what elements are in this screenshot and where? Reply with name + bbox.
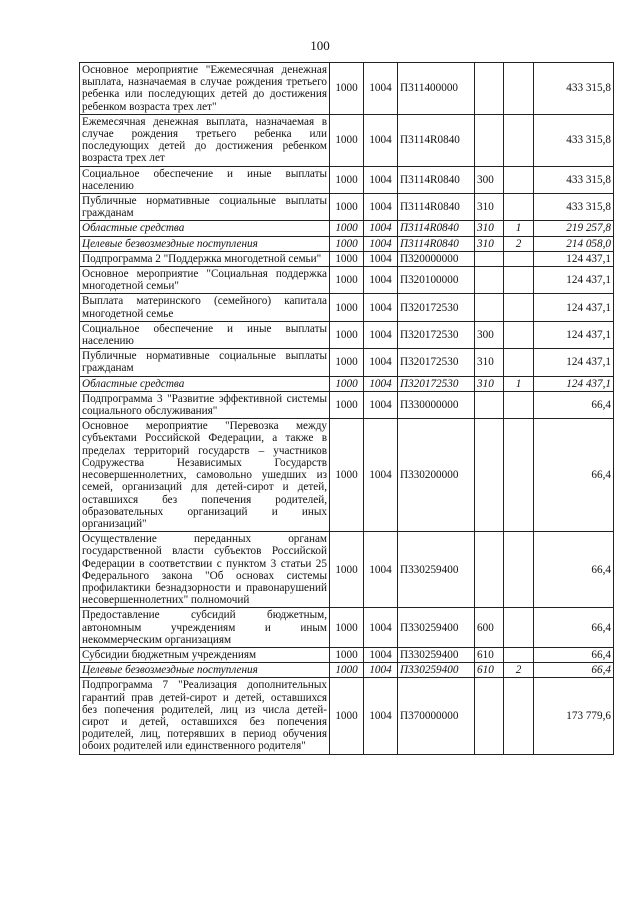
section-code-cell: 1000: [330, 532, 364, 608]
table-row: [80, 376, 614, 391]
section-code-cell: 1000: [330, 194, 364, 221]
table-row: [80, 349, 614, 376]
amount-cell: 124 437,1: [534, 251, 614, 266]
amount-cell: 66,4: [534, 391, 614, 418]
section-code-cell: 1000: [330, 267, 364, 294]
row-name-cell: Осуществление переданных органам государственной власти субъектов Российской Федерации в соответствии с пунктом 3 статьи 25 Федерального закона "Об основах системы профилактики безнадзорности и правонарушений несовершеннолетних" полномочий: [80, 532, 330, 608]
subsection-code-cell: 1004: [364, 294, 398, 321]
row-name-cell: Социальное обеспечение и иные выплаты населению: [80, 321, 330, 348]
section-code-cell: 1000: [330, 391, 364, 418]
subsection-code-cell: 1004: [364, 419, 398, 532]
target-article-code-cell: П3114R0840: [398, 114, 475, 166]
amount-cell: 173 779,6: [534, 678, 614, 754]
amount-cell: 433 315,8: [534, 166, 614, 193]
target-article-code-cell: П330259400: [398, 663, 475, 678]
funding-source-code-cell: [504, 267, 534, 294]
row-name-cell: Подпрограмма 3 "Развитие эффективной системы социального обслуживания": [80, 391, 330, 418]
row-name-cell: Ежемесячная денежная выплата, назначаемая в случае рождения третьего ребенка или последующих детей до достижения ребенком возраста трех лет: [80, 114, 330, 166]
expense-type-code-cell: [475, 419, 504, 532]
funding-source-code-cell: 2: [504, 236, 534, 251]
table-row: [80, 608, 614, 648]
section-code-cell: 1000: [330, 294, 364, 321]
row-name-cell: Предоставление субсидий бюджетным, автономным учреждениям и иным некоммерческим организациям: [80, 608, 330, 648]
funding-source-code-cell: 1: [504, 376, 534, 391]
funding-source-code-cell: [504, 166, 534, 193]
table-row: [80, 678, 614, 754]
table-row: [80, 294, 614, 321]
target-article-code-cell: П3114R0840: [398, 236, 475, 251]
subsection-code-cell: 1004: [364, 391, 398, 418]
amount-cell: 124 437,1: [534, 376, 614, 391]
target-article-code-cell: П320172530: [398, 321, 475, 348]
table-row: [80, 663, 614, 678]
funding-source-code-cell: 2: [504, 663, 534, 678]
expense-type-code-cell: [475, 391, 504, 418]
funding-source-code-cell: [504, 532, 534, 608]
amount-cell: 433 315,8: [534, 63, 614, 115]
funding-source-code-cell: [504, 678, 534, 754]
section-code-cell: 1000: [330, 608, 364, 648]
target-article-code-cell: П320172530: [398, 294, 475, 321]
amount-cell: 66,4: [534, 663, 614, 678]
funding-source-code-cell: [504, 647, 534, 662]
target-article-code-cell: П3114R0840: [398, 194, 475, 221]
expense-type-code-cell: 300: [475, 166, 504, 193]
row-name-cell: Областные средства: [80, 221, 330, 236]
row-name-cell: Публичные нормативные социальные выплаты гражданам: [80, 194, 330, 221]
subsection-code-cell: 1004: [364, 194, 398, 221]
amount-cell: 124 437,1: [534, 267, 614, 294]
subsection-code-cell: 1004: [364, 321, 398, 348]
subsection-code-cell: 1004: [364, 678, 398, 754]
target-article-code-cell: П330000000: [398, 391, 475, 418]
section-code-cell: 1000: [330, 349, 364, 376]
section-code-cell: 1000: [330, 114, 364, 166]
expense-type-code-cell: 610: [475, 647, 504, 662]
subsection-code-cell: 1004: [364, 376, 398, 391]
target-article-code-cell: П311400000: [398, 63, 475, 115]
table-row: [80, 236, 614, 251]
funding-source-code-cell: [504, 294, 534, 321]
amount-cell: 124 437,1: [534, 294, 614, 321]
target-article-code-cell: П320100000: [398, 267, 475, 294]
section-code-cell: 1000: [330, 63, 364, 115]
table-row: [80, 63, 614, 115]
budget-table: [79, 62, 614, 755]
target-article-code-cell: П370000000: [398, 678, 475, 754]
row-name-cell: Целевые безвозмездные поступления: [80, 236, 330, 251]
subsection-code-cell: 1004: [364, 236, 398, 251]
table-row: [80, 267, 614, 294]
section-code-cell: 1000: [330, 678, 364, 754]
expense-type-code-cell: 310: [475, 376, 504, 391]
row-name-cell: Областные средства: [80, 376, 330, 391]
expense-type-code-cell: 300: [475, 321, 504, 348]
expense-type-code-cell: 600: [475, 608, 504, 648]
target-article-code-cell: П330259400: [398, 532, 475, 608]
subsection-code-cell: 1004: [364, 251, 398, 266]
table-row: [80, 251, 614, 266]
table-row: [80, 114, 614, 166]
target-article-code-cell: П3114R0840: [398, 166, 475, 193]
subsection-code-cell: 1004: [364, 608, 398, 648]
subsection-code-cell: 1004: [364, 63, 398, 115]
table-row: [80, 647, 614, 662]
expense-type-code-cell: 310: [475, 236, 504, 251]
amount-cell: 66,4: [534, 419, 614, 532]
section-code-cell: 1000: [330, 221, 364, 236]
amount-cell: 124 437,1: [534, 321, 614, 348]
expense-type-code-cell: 310: [475, 221, 504, 236]
expense-type-code-cell: [475, 294, 504, 321]
funding-source-code-cell: [504, 194, 534, 221]
subsection-code-cell: 1004: [364, 267, 398, 294]
amount-cell: 433 315,8: [534, 114, 614, 166]
section-code-cell: 1000: [330, 251, 364, 266]
row-name-cell: Социальное обеспечение и иные выплаты населению: [80, 166, 330, 193]
row-name-cell: Выплата материнского (семейного) капитала многодетной семье: [80, 294, 330, 321]
row-name-cell: Целевые безвозмездные поступления: [80, 663, 330, 678]
page-number: 100: [310, 38, 330, 53]
row-name-cell: Субсидии бюджетным учреждениям: [80, 647, 330, 662]
section-code-cell: 1000: [330, 236, 364, 251]
row-name-cell: Подпрограмма 2 "Поддержка многодетной семьи": [80, 251, 330, 266]
budget-table-body: [80, 63, 614, 755]
funding-source-code-cell: [504, 321, 534, 348]
section-code-cell: 1000: [330, 166, 364, 193]
subsection-code-cell: 1004: [364, 114, 398, 166]
amount-cell: 124 437,1: [534, 349, 614, 376]
subsection-code-cell: 1004: [364, 349, 398, 376]
target-article-code-cell: П330259400: [398, 608, 475, 648]
amount-cell: 214 058,0: [534, 236, 614, 251]
subsection-code-cell: 1004: [364, 663, 398, 678]
funding-source-code-cell: [504, 114, 534, 166]
amount-cell: 219 257,8: [534, 221, 614, 236]
row-name-cell: Публичные нормативные социальные выплаты гражданам: [80, 349, 330, 376]
expense-type-code-cell: [475, 251, 504, 266]
table-row: [80, 419, 614, 532]
section-code-cell: 1000: [330, 376, 364, 391]
expense-type-code-cell: [475, 267, 504, 294]
row-name-cell: Основное мероприятие "Перевозка между субъектами Российской Федерации, а также в пределах территорий государств – участников Содружества Независимых Государств несовершеннолетних, самовольно ушедших из семей, организаций для детей-сирот и детей, оставшихся без попечения родителей, образовательных организаций и иных организаций": [80, 419, 330, 532]
target-article-code-cell: П330200000: [398, 419, 475, 532]
expense-type-code-cell: 610: [475, 663, 504, 678]
funding-source-code-cell: [504, 63, 534, 115]
funding-source-code-cell: [504, 349, 534, 376]
table-row: [80, 194, 614, 221]
amount-cell: 433 315,8: [534, 194, 614, 221]
amount-cell: 66,4: [534, 647, 614, 662]
table-row: [80, 532, 614, 608]
row-name-cell: Основное мероприятие "Социальная поддержка многодетной семьи": [80, 267, 330, 294]
table-row: [80, 221, 614, 236]
expense-type-code-cell: [475, 532, 504, 608]
subsection-code-cell: 1004: [364, 532, 398, 608]
section-code-cell: 1000: [330, 419, 364, 532]
expense-type-code-cell: [475, 678, 504, 754]
target-article-code-cell: П330259400: [398, 647, 475, 662]
expense-type-code-cell: 310: [475, 349, 504, 376]
funding-source-code-cell: [504, 608, 534, 648]
table-row: [80, 391, 614, 418]
table-row: [80, 321, 614, 348]
funding-source-code-cell: [504, 391, 534, 418]
row-name-cell: Основное мероприятие "Ежемесячная денежная выплата, назначаемая в случае рождения третьего ребенка или последующих детей до достижения ребенком возраста трех лет": [80, 63, 330, 115]
section-code-cell: 1000: [330, 321, 364, 348]
subsection-code-cell: 1004: [364, 647, 398, 662]
row-name-cell: Подпрограмма 7 "Реализация дополнительных гарантий прав детей-сирот и детей, оставшихся без попечения родителей, лиц из числа детей-сирот и детей, оставшихся без попечения родителей, лиц, потерявших в период обучения обоих родителей или единственного родителя": [80, 678, 330, 754]
expense-type-code-cell: [475, 114, 504, 166]
expense-type-code-cell: [475, 63, 504, 115]
section-code-cell: 1000: [330, 663, 364, 678]
target-article-code-cell: П320172530: [398, 376, 475, 391]
section-code-cell: 1000: [330, 647, 364, 662]
target-article-code-cell: П320172530: [398, 349, 475, 376]
amount-cell: 66,4: [534, 532, 614, 608]
target-article-code-cell: П3114R0840: [398, 221, 475, 236]
funding-source-code-cell: [504, 251, 534, 266]
subsection-code-cell: 1004: [364, 221, 398, 236]
amount-cell: 66,4: [534, 608, 614, 648]
subsection-code-cell: 1004: [364, 166, 398, 193]
funding-source-code-cell: 1: [504, 221, 534, 236]
table-row: [80, 166, 614, 193]
funding-source-code-cell: [504, 419, 534, 532]
target-article-code-cell: П320000000: [398, 251, 475, 266]
expense-type-code-cell: 310: [475, 194, 504, 221]
